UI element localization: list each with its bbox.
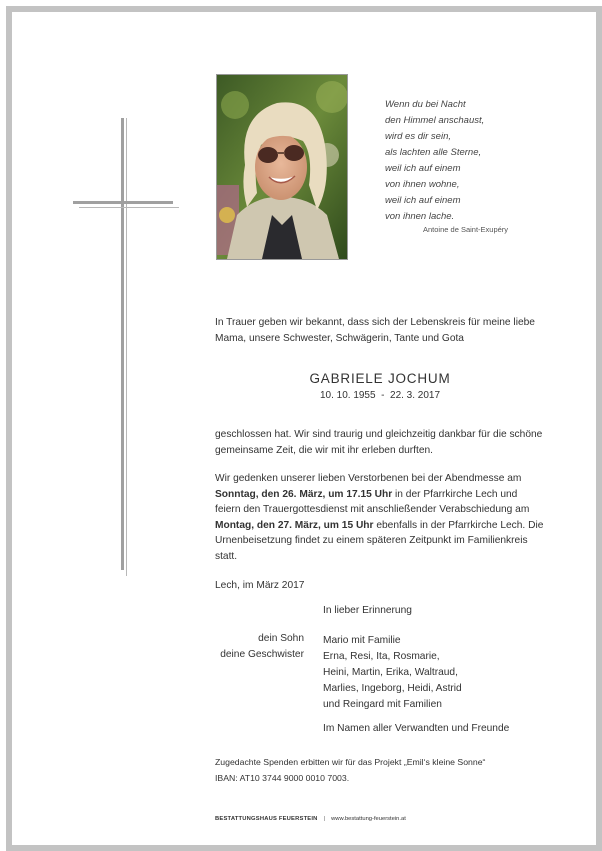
poem-line: weil ich auf einem [385,163,461,174]
mourner-line: Heini, Martin, Erika, Waltraud, [323,667,458,678]
announcement-continuation: geschlossen hat. Wir sind traurig und gleichzeitig dankbar für die schöne gemeinsame Zeit, die wir mit ihr erleben durften. [215,429,543,456]
relation-label-son: dein Sohn [258,633,304,644]
mourner-line: Mario mit Familie [323,635,401,646]
portrait-photo [216,74,348,260]
mourner-line: und Reingard mit Familien [323,699,442,710]
footer-company: BESTATTUNGSHAUS FEUERSTEIN [215,816,318,822]
place-date: Lech, im März 2017 [215,580,305,591]
service-text: in der Pfarrkirche Lech und feiern den Trauergottesdienst mit anschließender Verabschiedung am [215,488,530,516]
donation-project: Zugedachte Spenden erbitten wir für das Projekt „Emil‘s kleine Sonne“ [215,757,486,767]
deceased-name: GABRIELE JOCHUM [309,371,451,386]
poem-line: Wenn du bei Nacht [385,99,466,110]
poem-line: den Himmel anschaust, [385,115,485,126]
poem-line: von ihnen lache. [385,211,455,222]
footer-separator: | [323,816,326,822]
poem-line: als lachten alle Sterne, [385,147,482,158]
life-dates: 10. 10. 1955 - 22. 3. 2017 [319,390,441,401]
poem-line: weil ich auf einem [385,195,461,206]
service-date-sunday: Sonntag, den 26. März, um 17.15 Uhr [215,488,393,500]
memorial-poem [385,97,585,225]
all-relatives-line: Im Namen aller Verwandten und Freunde [323,723,510,734]
footer-website-link[interactable]: www.bestattung-feuerstein.at [331,816,406,822]
mourner-line: Marlies, Ingeborg, Heidi, Astrid [323,683,462,694]
poem-author: Antoine de Saint-Exupéry [423,225,509,234]
service-date-monday: Montag, den 27. März, um 15 Uhr [215,519,374,531]
poem-line: von ihnen wohne, [385,179,460,190]
poem-line: wird es dir sein, [385,131,451,142]
mourner-line: Erna, Resi, Ita, Rosmarie, [323,651,440,662]
memory-heading: In lieber Erinnerung [323,605,412,616]
service-details [215,471,545,565]
relation-label-siblings: deine Geschwister [220,649,304,660]
donation-iban: IBAN: AT10 3744 9000 0010 7003. [215,772,350,783]
service-text: ebenfalls in der Pfarrkirche Lech. Die Urnenbeisetzung findet zu einem späteren Zeitpunkt im Familienkreis statt. [215,519,544,562]
announcement-intro: In Trauer geben wir bekannt, dass sich der Lebenskreis für meine liebe Mama, unsere Schwester, Schwägerin, Tante und Gota [215,317,535,344]
donation-note [215,755,485,786]
footer [215,816,406,822]
mourner-names [323,633,462,713]
service-text: Wir gedenken unserer lieben Verstorbenen bei der Abendmesse am [215,473,522,484]
